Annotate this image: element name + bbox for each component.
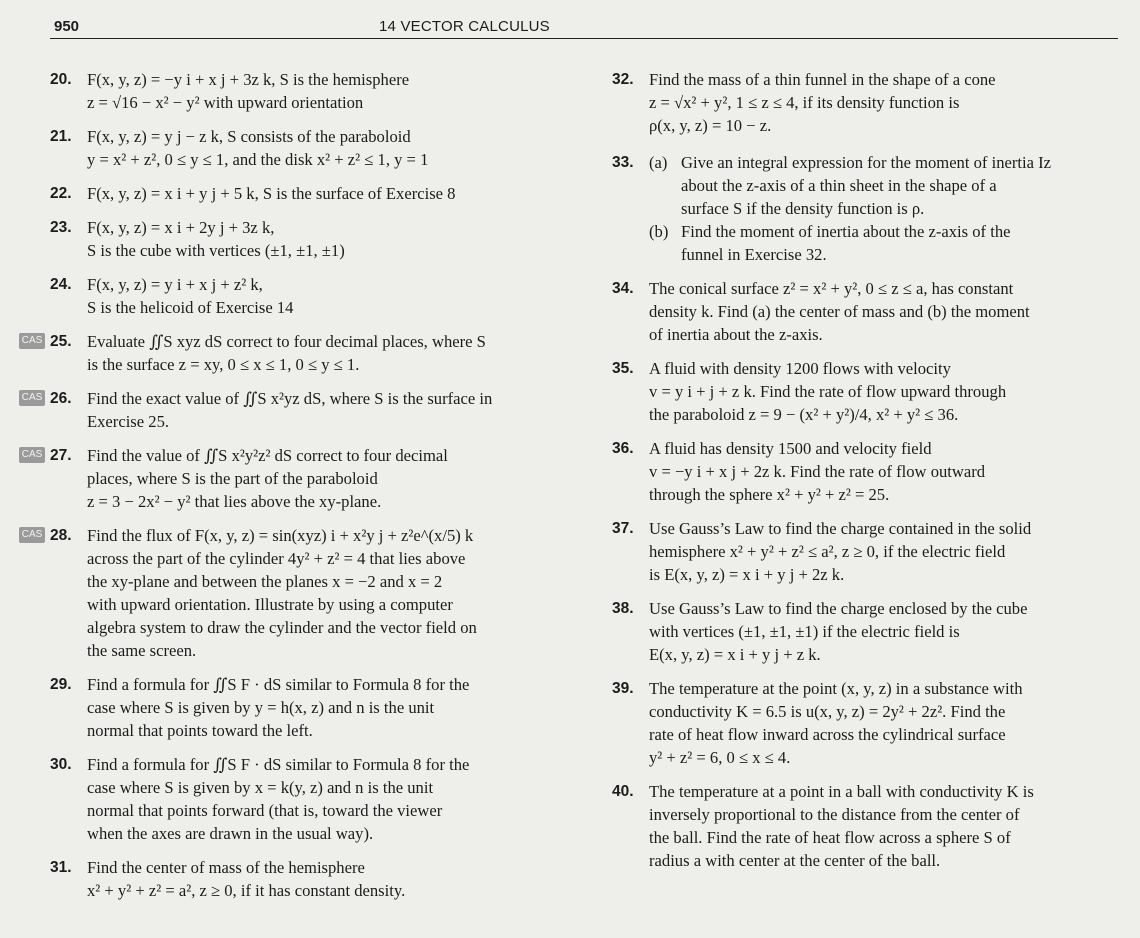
exercise-20 [50, 68, 575, 114]
exercise-text-line: S is the cube with vertices (±1, ±1, ±1) [87, 241, 345, 260]
exercise-29 [50, 673, 575, 742]
exercise-number: 33. [612, 154, 634, 171]
exercise-number: 40. [612, 783, 634, 800]
exercise-part-b [649, 220, 1122, 266]
exercise-text-line: rate of heat flow inward across the cylindrical surface [649, 725, 1006, 744]
exercise-text-line: algebra system to draw the cylinder and the vector field on [87, 618, 477, 637]
exercise-number: 32. [612, 71, 634, 88]
exercise-text-line: the paraboloid z = 9 − (x² + y²)/4, x² + y² ≤ 36. [649, 405, 959, 424]
exercise-text-line: y = x² + z², 0 ≤ y ≤ 1, and the disk x² + z² ≤ 1, y = 1 [87, 150, 429, 169]
exercise-34 [612, 277, 1122, 346]
cas-badge-icon: CAS [19, 527, 45, 543]
exercise-text-line: F(x, y, z) = x i + y j + 5 k, S is the surface of Exercise 8 [87, 184, 456, 203]
exercise-text-line: through the sphere x² + y² + z² = 25. [649, 485, 890, 504]
exercise-text-line: places, where S is the part of the paraboloid [87, 469, 378, 488]
exercise-text-line: ρ(x, y, z) = 10 − z. [649, 116, 772, 135]
exercise-text-line: surface S if the density function is ρ. [681, 199, 925, 218]
exercise-text-line: F(x, y, z) = y i + x j + z² k, [87, 275, 263, 294]
exercise-text-line: Give an integral expression for the moment of inertia Iz [681, 153, 1052, 172]
chapter-title: 14 VECTOR CALCULUS [379, 18, 550, 35]
exercise-text-line: with upward orientation. Illustrate by using a computer [87, 595, 453, 614]
exercise-text-line: E(x, y, z) = x i + y j + z k. [649, 645, 821, 664]
exercise-32 [612, 68, 1122, 137]
exercise-text-line: when the axes are drawn in the usual way). [87, 824, 374, 843]
exercise-text-line: The conical surface z² = x² + y², 0 ≤ z ≤ a, has constant [649, 279, 1014, 298]
exercise-number: 35. [612, 360, 634, 377]
exercise-25 [21, 330, 575, 376]
exercise-39 [612, 677, 1122, 769]
right-column [612, 68, 1122, 883]
exercise-30 [50, 753, 575, 845]
exercise-number: 37. [612, 520, 634, 537]
exercise-text-line: y² + z² = 6, 0 ≤ x ≤ 4. [649, 748, 791, 767]
exercise-number: 20. [50, 71, 72, 88]
exercise-text-line: A fluid with density 1200 flows with velocity [649, 359, 951, 378]
exercise-text-line: is the surface z = xy, 0 ≤ x ≤ 1, 0 ≤ y ≤ 1. [87, 355, 360, 374]
exercise-part-a [649, 151, 1122, 220]
exercise-text-line: normal that points toward the left. [87, 721, 313, 740]
exercise-text-line: Exercise 25. [87, 412, 170, 431]
exercise-27 [21, 444, 575, 513]
exercise-text-line: The temperature at a point in a ball with conductivity K is [649, 782, 1034, 801]
exercise-text-line: Find a formula for ∬S F · dS similar to Formula 8 for the [87, 755, 470, 774]
exercise-number: 26. [50, 390, 72, 407]
cas-badge-icon: CAS [19, 390, 45, 406]
exercise-text-line: v = −y i + x j + 2z k. Find the rate of flow outward [649, 462, 986, 481]
exercise-text-line: the xy-plane and between the planes x = −2 and x = 2 [87, 572, 443, 591]
exercise-number: 36. [612, 440, 634, 457]
exercise-number: 38. [612, 600, 634, 617]
exercise-40 [612, 780, 1122, 872]
exercise-text-line: hemisphere x² + y² + z² ≤ a², z ≥ 0, if the electric field [649, 542, 1006, 561]
exercise-number: 28. [50, 527, 72, 544]
exercise-number: 25. [50, 333, 72, 350]
exercise-text-line: Find the center of mass of the hemisphere [87, 858, 365, 877]
exercise-number: 39. [612, 680, 634, 697]
exercise-text-line: case where S is given by y = h(x, z) and n is the unit [87, 698, 435, 717]
exercise-text-line: normal that points forward (that is, toward the viewer [87, 801, 443, 820]
exercise-text-line: Find the mass of a thin funnel in the shape of a cone [649, 70, 996, 89]
exercise-number: 22. [50, 185, 72, 202]
part-label: (b) [649, 222, 669, 241]
exercise-number: 21. [50, 128, 72, 145]
exercise-text-line: S is the helicoid of Exercise 14 [87, 298, 294, 317]
exercise-31 [50, 856, 575, 902]
page-number: 950 [54, 18, 80, 35]
cas-badge-icon: CAS [19, 447, 45, 463]
exercise-text-line: with vertices (±1, ±1, ±1) if the electric field is [649, 622, 960, 641]
exercise-number: 31. [50, 859, 72, 876]
exercise-text-line: inversely proportional to the distance from the center of [649, 805, 1020, 824]
exercise-text-line: The temperature at the point (x, y, z) in a substance with [649, 679, 1023, 698]
exercise-number: 27. [50, 447, 72, 464]
exercise-38 [612, 597, 1122, 666]
exercise-28 [21, 524, 575, 662]
exercise-number: 30. [50, 756, 72, 773]
exercise-text-line: funnel in Exercise 32. [681, 245, 827, 264]
exercise-text-line: the same screen. [87, 641, 197, 660]
exercise-23 [50, 216, 575, 262]
exercise-text-line: F(x, y, z) = −y i + x j + 3z k, S is the hemisphere [87, 70, 410, 89]
exercise-text-line: v = y i + j + z k. Find the rate of flow upward through [649, 382, 1007, 401]
exercise-text-line: z = √16 − x² − y² with upward orientation [87, 93, 364, 112]
left-column [21, 68, 575, 913]
page-header [50, 14, 1118, 39]
exercise-text-line: case where S is given by x = k(y, z) and n is the unit [87, 778, 434, 797]
exercise-text-line: Use Gauss’s Law to find the charge enclosed by the cube [649, 599, 1028, 618]
exercise-number: 23. [50, 219, 72, 236]
part-label: (a) [649, 153, 668, 172]
exercise-text-line: Find the value of ∬S x²y²z² dS correct to four decimal [87, 446, 448, 465]
exercise-text-line: about the z-axis of a thin sheet in the shape of a [681, 176, 997, 195]
exercise-text-line: z = √x² + y², 1 ≤ z ≤ 4, if its density function is [649, 93, 960, 112]
exercise-36 [612, 437, 1122, 506]
exercise-text-line: x² + y² + z² = a², z ≥ 0, if it has constant density. [87, 881, 406, 900]
exercise-text-line: Find the flux of F(x, y, z) = sin(xyz) i + x²y j + z²e^(x/5) k [87, 526, 474, 545]
exercise-text-line: the ball. Find the rate of heat flow across a sphere S of [649, 828, 1011, 847]
exercise-text-line: z = 3 − 2x² − y² that lies above the xy-plane. [87, 492, 382, 511]
exercise-text-line: Find a formula for ∬S F · dS similar to Formula 8 for the [87, 675, 470, 694]
exercise-text-line: F(x, y, z) = y j − z k, S consists of the paraboloid [87, 127, 411, 146]
exercise-text-line: Use Gauss’s Law to find the charge contained in the solid [649, 519, 1032, 538]
exercise-number: 24. [50, 276, 72, 293]
cas-badge-icon: CAS [19, 333, 45, 349]
exercise-text-line: of inertia about the z-axis. [649, 325, 823, 344]
exercise-text-line: Find the exact value of ∬S x²yz dS, where S is the surface in [87, 389, 493, 408]
exercise-37 [612, 517, 1122, 586]
exercise-text-line: density k. Find (a) the center of mass and (b) the moment [649, 302, 1030, 321]
exercise-35 [612, 357, 1122, 426]
exercise-number: 34. [612, 280, 634, 297]
exercise-text-line: A fluid has density 1500 and velocity field [649, 439, 932, 458]
exercise-21 [50, 125, 575, 171]
exercise-text-line: Evaluate ∬S xyz dS correct to four decimal places, where S [87, 332, 486, 351]
exercise-text-line: radius a with center at the center of the ball. [649, 851, 941, 870]
exercise-text-line: conductivity K = 6.5 is u(x, y, z) = 2y² + 2z². Find the [649, 702, 1006, 721]
exercise-text-line: across the part of the cylinder 4y² + z² = 4 that lies above [87, 549, 466, 568]
exercise-24 [50, 273, 575, 319]
exercise-number: 29. [50, 676, 72, 693]
exercise-text-line: F(x, y, z) = x i + 2y j + 3z k, [87, 218, 275, 237]
exercise-26 [21, 387, 575, 433]
exercise-text-line: Find the moment of inertia about the z-axis of the [681, 222, 1011, 241]
exercise-33 [612, 151, 1122, 266]
exercise-22 [50, 182, 575, 205]
exercise-text-line: is E(x, y, z) = x i + y j + 2z k. [649, 565, 845, 584]
